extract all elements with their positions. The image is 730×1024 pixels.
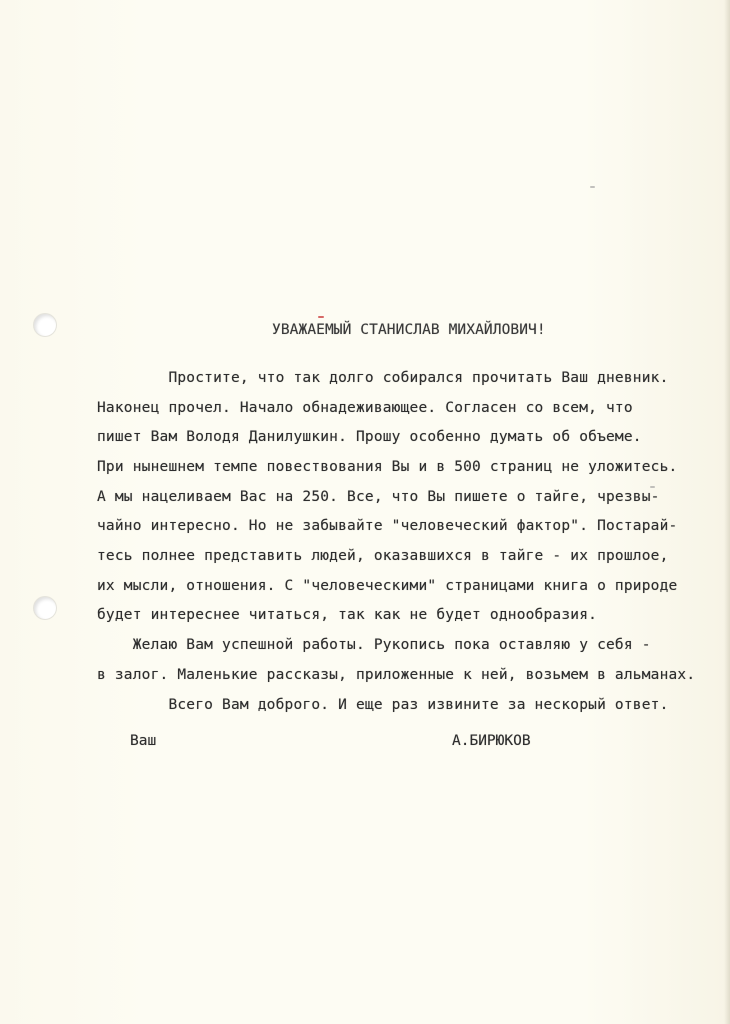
letter-line-1: Простите, что так долго собирался прочитать Ваш дневник.: [97, 370, 669, 386]
letter-line-12: Всего Вам доброго. И еще раз извините за нескорый ответ.: [97, 697, 669, 713]
letter-line-2: Наконец прочел. Начало обнадеживающее. Согласен со всем, что: [97, 400, 633, 416]
letter-line-3: пишет Вам Володя Данилушкин. Прошу особенно думать об объеме.: [97, 429, 642, 445]
letter-line-10: Желаю Вам успешной работы. Рукопись пока оставляю у себя -: [97, 637, 651, 653]
letter-line-11: в залог. Маленькие рассказы, приложенные к ней, возьмем в альманах.: [97, 667, 696, 683]
signature-block: [130, 733, 570, 753]
letter-line-6: чайно интересно. Но не забывайте "человеческий фактор". Постарай-: [97, 518, 678, 534]
letter-line-4: При нынешнем темпе повествования Вы и в 500 страниц не уложитесь.: [97, 459, 678, 475]
ink-speck: [590, 186, 595, 188]
letter-line-7: тесь полнее представить людей, оказавшихся в тайге - их прошлое,: [97, 548, 669, 564]
page-edge-shadow: [724, 0, 730, 1024]
ink-speck: [650, 486, 655, 488]
letter-signature: А.БИРЮКОВ: [452, 733, 531, 749]
letter-line-8: их мысли, отношения. С "человеческими" страницами книга о природе: [97, 578, 678, 594]
ink-speck: [318, 316, 324, 318]
punch-hole-bottom: [34, 597, 56, 619]
letter-line-9: будет интереснее читаться, так как не будет однообразия.: [97, 607, 598, 623]
letter-line-5: А мы нацеливаем Вас на 250. Все, что Вы пишете о тайге, чрезвы-: [97, 489, 660, 505]
letter-closing: Ваш: [130, 733, 157, 749]
letter-salutation: УВАЖАЕМЫЙ СТАНИСЛАВ МИХАЙЛОВИЧ!: [272, 322, 546, 338]
punch-hole-top: [34, 314, 56, 336]
